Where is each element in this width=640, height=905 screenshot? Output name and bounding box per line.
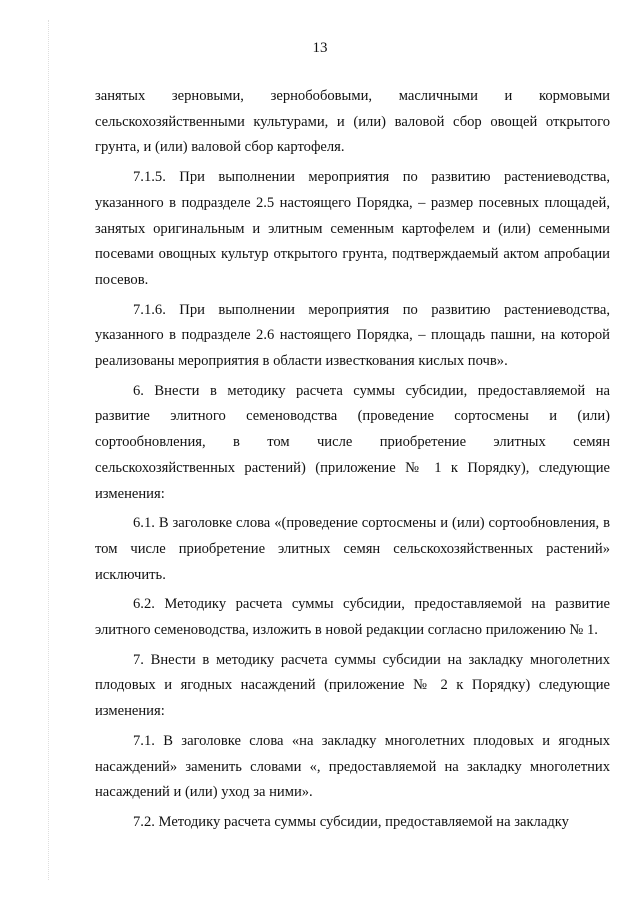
document-body: [95, 84, 610, 840]
paragraph-7-2: 7.2. Методику расчета суммы субсидии, предоставляемой на закладку: [133, 813, 569, 830]
paragraph-7-1-5: 7.1.5. При выполнении мероприятия по развитию растениеводства, указанного в подразделе 2.5 настоящего Порядка, – размер посевных площадей, занятых оригинальным и элитным семенным картофелем и (или) семенными посевами овощных культур открытого грунта, подтверждаемый актом апробации посевов.: [95, 169, 610, 288]
paragraph-6-2: 6.2. Методику расчета суммы субсидии, предоставляемой на развитие элитного семеноводства, изложить в новой редакции согласно приложению № 1.: [95, 596, 610, 639]
scan-edge-marks: [48, 20, 55, 880]
paragraph-7-1: 7.1. В заголовке слова «на закладку многолетних плодовых и ягодных насаждений» заменить словами «, предоставляемой на закладку многолетних насаждений и (или) уход за ними».: [95, 732, 610, 801]
paragraph-6-1: 6.1. В заголовке слова «(проведение сортосмены и (или) сортообновления, в том числе приобретение элитных семян сельскохозяйственных растений» исключить.: [95, 515, 610, 583]
paragraph-7-1-6: 7.1.6. При выполнении мероприятия по развитию растениеводства, указанного в подразделе 2.6 настоящего Порядка, – площадь пашни, на которой реализованы мероприятия в области известкования кислых почв».: [95, 301, 610, 370]
paragraph-continuation: занятых зерновыми, зернобобовыми, масличными и кормовыми сельскохозяйственными культурами, и (или) валовой сбор овощей открытого грунта, и (или) валовой сбор картофеля.: [95, 88, 610, 156]
paragraph-7: 7. Внести в методику расчета суммы субсидии на закладку многолетних плодовых и ягодных насаждений (приложение № 2 к Порядку) следующие изменения:: [95, 651, 610, 720]
page-number: 13: [312, 40, 328, 56]
paragraph-6: 6. Внести в методику расчета суммы субсидии, предоставляемой на развитие элитного семеноводства (проведение сортосмены и (или) сортообновления, в том числе приобретение элитных семян сельскохозяйственных растений) (приложение № 1 к Порядку), следующие изменения:: [95, 382, 610, 502]
